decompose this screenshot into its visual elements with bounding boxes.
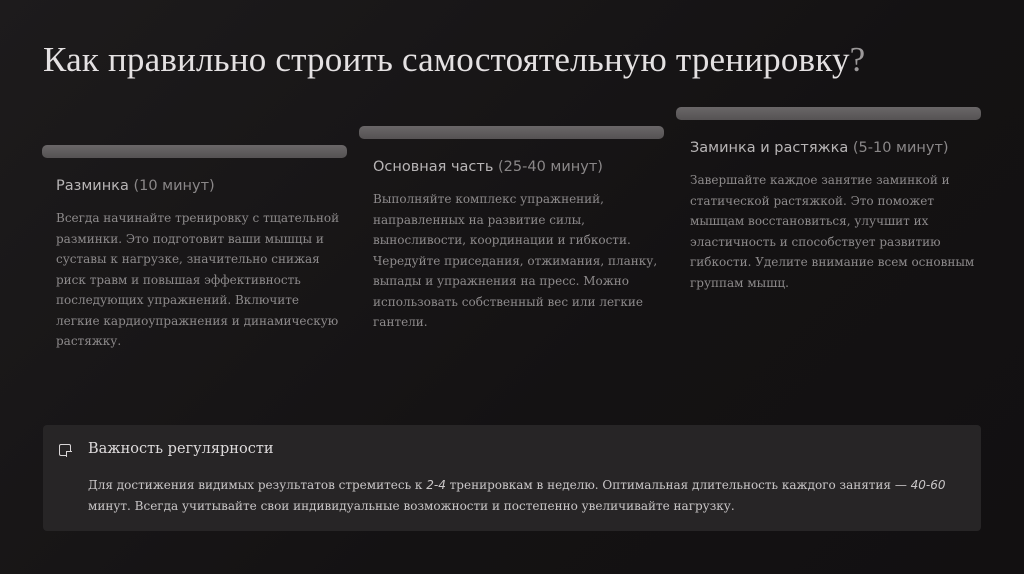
stage-card-warmup xyxy=(42,145,347,352)
stage-heading xyxy=(373,159,664,175)
stage-duration: (5-10 минут) xyxy=(852,140,949,156)
note-text-part: Для достижения видимых результатов стремитесь к xyxy=(88,478,427,492)
stage-card-main xyxy=(359,126,664,333)
stage-heading-text: Заминка и растяжка xyxy=(690,140,849,156)
stage-duration: (25-40 минут) xyxy=(498,159,603,175)
stage-step-bar xyxy=(359,126,664,139)
stage-description: Всегда начинайте тренировку с тщательной разминки. Это подготовит ваши мышцы и суставы к нагрузке, значительно снижая риск травм и повышая эффективность последующих упражнений. Включите легкие кардиоупражнения и динамическую растяжку. xyxy=(56,211,340,348)
stage-heading-text: Разминка xyxy=(56,178,129,194)
note-text-emphasis: 2-4 xyxy=(426,478,446,492)
stage-heading xyxy=(690,140,981,156)
note-text xyxy=(88,475,958,517)
stage-heading-text: Основная часть xyxy=(373,159,494,175)
note-text-emphasis: 40-60 xyxy=(910,478,946,492)
stage-heading xyxy=(56,178,347,194)
note-icon xyxy=(59,444,71,456)
page-title-text: Как правильно строить самостоятельную тренировку xyxy=(43,40,850,79)
stage-description: Выполняйте комплекс упражнений, направленных на развитие силы, выносливости, координации и гибкости. Чередуйте приседания, отжимания, планку, выпады и упражнения на пресс. Можно использовать собственный вес или легкие гантели. xyxy=(373,192,658,329)
note-text-part: тренировкам в неделю. Оптимальная длительность каждого занятия — xyxy=(445,478,911,492)
note-title: Важность регулярности xyxy=(88,441,274,457)
page-title-question-mark: ? xyxy=(849,40,866,79)
stage-step-bar xyxy=(676,107,981,120)
stage-description: Завершайте каждое занятие заминкой и статической растяжкой. Это поможет мышцам восстановиться, улучшит их эластичность и способствует развитию гибкости. Уделите внимание всем основным группам мышц. xyxy=(690,173,975,290)
page-title xyxy=(43,40,983,80)
note-text-part: минут. Всегда учитывайте свои индивидуальные возможности и постепенно увеличивайте нагрузку. xyxy=(88,499,735,513)
regularity-note xyxy=(43,425,981,531)
stage-step-bar xyxy=(42,145,347,158)
stage-card-cooldown xyxy=(676,107,981,293)
stage-duration: (10 минут) xyxy=(133,178,215,194)
